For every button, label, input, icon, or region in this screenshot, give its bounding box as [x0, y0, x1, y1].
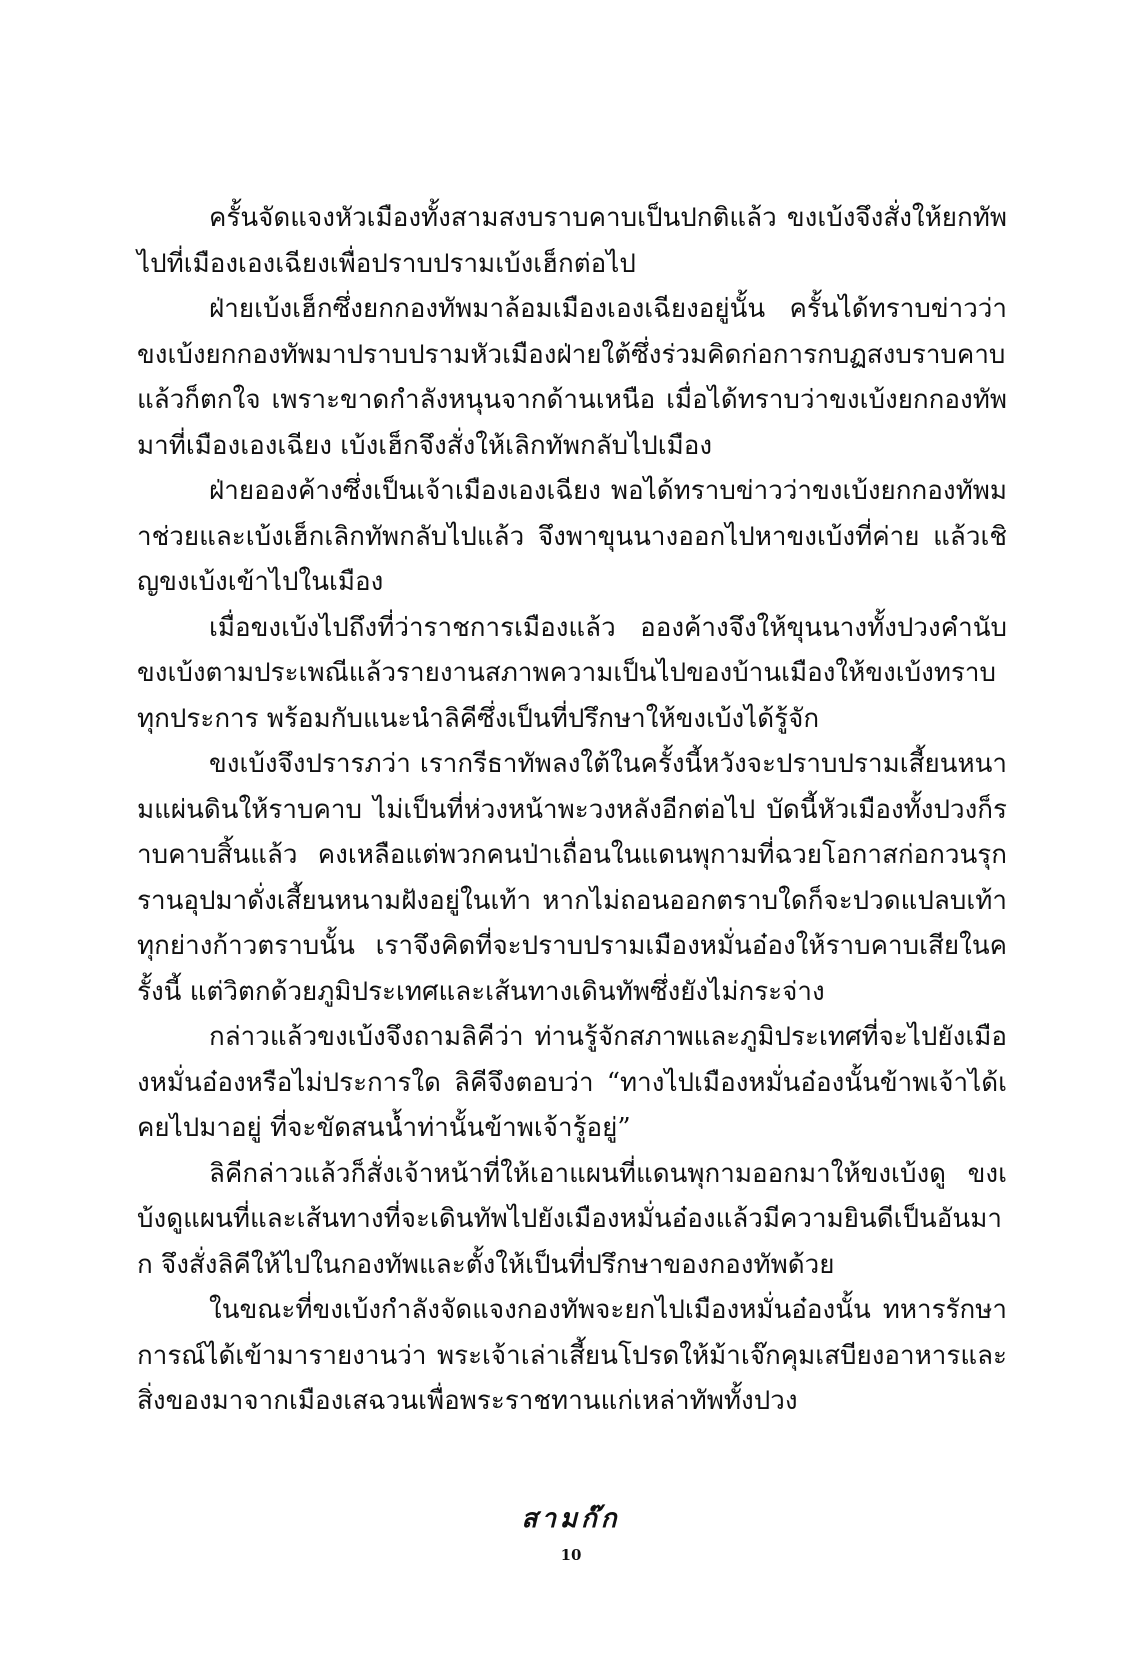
body-text: [137, 196, 1007, 1425]
paragraph-5: ขงเบ้งจึงปรารภว่า เรากรีธาทัพลงใต้ในครั้งนี้หวังจะปราบปรามเสี้ยนหนามแผ่นดินให้ราบคาบ ไม่เป็นที่ห่วงหน้าพะวงหลังอีกต่อไป บัดนี้หัวเมืองทั้งปวงก็ราบคาบสิ้นแล้ว คงเหลือแต่พวกคนป่าเถื่อนในแดนพุกามที่ฉวยโอกาสก่อกวนรุกรานอุปมาดั่งเสี้ยนหนามฝังอยู่ในเท้า หากไม่ถอนออกตราบใดก็จะปวดแปลบเท้าทุกย่างก้าวตราบนั้น เราจึงคิดที่จะปราบปรามเมืองหมั่นอ๋องให้ราบคาบเสียในครั้งนี้ แต่วิตกด้วยภูมิประเทศและเส้นทางเดินทัพซึ่งยังไม่กระจ่าง: [137, 749, 1007, 1007]
paragraph-2: ฝ่ายเบ้งเฮ็กซึ่งยกกองทัพมาล้อมเมืองเองเฉียงอยู่นั้น ครั้นได้ทราบข่าวว่าขงเบ้งยกกองทัพมาปราบปรามหัวเมืองฝ่ายใต้ซึ่งร่วมคิดก่อการกบฏสงบราบคาบแล้วก็ตกใจ เพราะขาดกำลังหนุนจากด้านเหนือ เมื่อได้ทราบว่าขงเบ้งยกกองทัพมาที่เมืองเองเฉียง เบ้งเฮ็กจึงสั่งให้เลิกทัพกลับไปเมือง: [137, 294, 1007, 461]
paragraph-1: ครั้นจัดแจงหัวเมืองทั้งสามสงบราบคาบเป็นปกติแล้ว ขงเบ้งจึงสั่งให้ยกทัพไปที่เมืองเองเฉียงเพื่อปราบปรามเบ้งเฮ็กต่อไป: [137, 203, 1007, 279]
page-number: 10: [560, 1546, 582, 1564]
paragraph-7: ลิคีกล่าวแล้วก็สั่งเจ้าหน้าที่ให้เอาแผนที่แดนพุกามออกมาให้ขงเบ้งดู ขงเบ้งดูแผนที่และเส้นทางที่จะเดินทัพไปยังเมืองหมั่นอ๋องแล้วมีความยินดีเป็นอันมาก จึงสั่งลิคีให้ไปในกองทัพและตั้งให้เป็นที่ปรึกษาของกองทัพด้วย: [137, 1158, 1007, 1280]
paragraph-8: ในขณะที่ขงเบ้งกำลังจัดแจงกองทัพจะยกไปเมืองหมั่นอ๋องนั้น ทหารรักษาการณ์ได้เข้ามารายงานว่า พระเจ้าเล่าเสี้ยนโปรดให้ม้าเจ๊กคุมเสบียงอาหารและสิ่งของมาจากเมืองเสฉวนเพื่อพระราชทานแก่เหล่าทัพทั้งปวง: [137, 1295, 1007, 1416]
paragraph-3: ฝ่ายอองค้างซึ่งเป็นเจ้าเมืองเองเฉียง พอได้ทราบข่าวว่าขงเบ้งยกกองทัพมาช่วยและเบ้งเฮ็กเลิกทัพกลับไปแล้ว จึงพาขุนนางออกไปหาขงเบ้งที่ค่าย แล้วเชิญขงเบ้งเข้าไปในเมือง: [137, 476, 1007, 597]
paragraph-6: กล่าวแล้วขงเบ้งจึงถามลิคีว่า ท่านรู้จักสภาพและภูมิประเทศที่จะไปยังเมืองหมั่นอ๋องหรือไม่ประการใด ลิคีจึงตอบว่า “ทางไปเมืองหมั่นอ๋องนั้นข้าพเจ้าได้เคยไปมาอยู่ ที่จะขัดสนน้ำท่านั้นข้าพเจ้ารู้อยู่”: [137, 1022, 1007, 1143]
footer-book-title: สามก๊ก: [521, 1504, 621, 1534]
paragraph-4: เมื่อขงเบ้งไปถึงที่ว่าราชการเมืองแล้ว อองค้างจึงให้ขุนนางทั้งปวงคำนับขงเบ้งตามประเพณีแล้วรายงานสภาพความเป็นไปของบ้านเมืองให้ขงเบ้งทราบทุกประการ พร้อมกับแนะนำลิคีซึ่งเป็นที่ปรึกษาให้ขงเบ้งได้รู้จัก: [137, 612, 1007, 734]
